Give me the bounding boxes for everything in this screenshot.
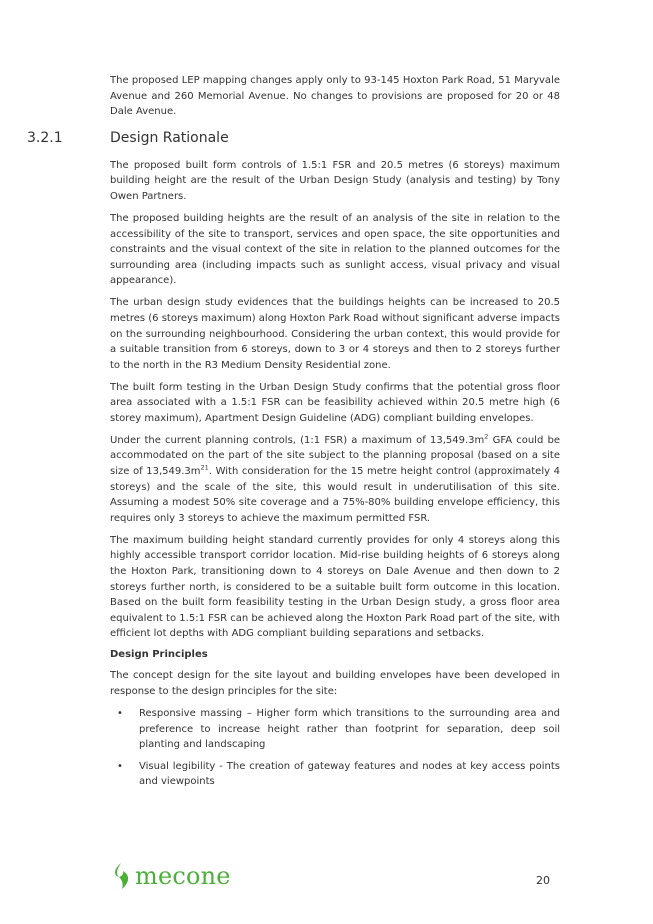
paragraph: The built form testing in the Urban Design Study confirms that the potential gross floor area associated with a 1.5:1 FSR can be feasibility achieved within 20.5 metre high (6 storey maximum), Apartment Design Guideline (ADG) compliant building envelopes. <box>110 381 560 424</box>
bullet-icon: • <box>117 760 123 772</box>
list-item-text: Visual legibility - The creation of gateway features and nodes at key access points and viewpoints <box>139 760 560 788</box>
paragraph: The proposed built form controls of 1.5:1 FSR and 20.5 metres (6 storeys) maximum building height are the result of the Urban Design Study (analysis and testing) by Tony Owen Partners. <box>110 159 560 202</box>
paragraph: The proposed building heights are the result of an analysis of the site in relation to the accessibility of the site to transport, services and open space, the site opportunities and constraints and the visual context of the site in relation to the planned outcomes for the surrounding area (including impacts such as sunlight access, visual privacy and visual appearance). <box>110 212 560 287</box>
bullet-icon: • <box>117 707 123 719</box>
paragraph: The urban design study evidences that the buildings heights can be increased to 20.5 metres (6 storeys maximum) along Hoxton Park Road without significant adverse impacts on the surrounding neighbourhood. Considering the urban context, this would provide for a suitable transition from 6 storeys, down to 3 or 4 storeys and then to 2 storeys further to the north in the R3 Medium Density Residential zone. <box>110 297 560 371</box>
leaf-icon <box>111 862 131 890</box>
design-principles-intro: The concept design for the site layout and building envelopes have been developed in response to the design principles for the site: <box>110 670 560 697</box>
list-item-text: Responsive massing – Higher form which transitions to the surrounding area and preference to increase height rather than footprint for separation, deep soil planting and landscaping <box>139 707 560 751</box>
mecone-logo <box>111 862 231 890</box>
gfa-paragraph <box>110 433 560 527</box>
gfa-text: GFA could be accommodated on the part of the site subject to the planning proposal (based on a site size of 13,549.3m <box>110 434 560 478</box>
gfa-text: Under the current planning controls, (1:1 FSR) a maximum of 13,549.3m <box>110 434 485 446</box>
list-item <box>110 759 560 790</box>
page-number: 20 <box>536 874 550 887</box>
design-principles-heading: Design Principles <box>110 649 208 661</box>
superscript: 2 <box>200 463 205 472</box>
footnote-ref[interactable]: 1 <box>204 463 209 472</box>
design-principles-list <box>110 706 560 790</box>
intro-paragraph: The proposed LEP mapping changes apply only to 93-145 Hoxton Park Road, 51 Maryvale Avenue and 260 Memorial Avenue. No changes to provisions are proposed for 20 or 48 Dale Avenue. <box>110 75 560 118</box>
section-title: Design Rationale <box>110 129 229 146</box>
section-number: 3.2.1 <box>27 129 63 146</box>
gfa-text: . With consideration for the 15 metre height control (approximately 4 storeys) and the scale of the site, this would result in underutilisation of this site. Assuming a modest 50% site coverage and a 75%-80% building envelope efficiency, this requires only 3 storeys to achieve the maximum permitted FSR. <box>110 466 560 524</box>
page-body <box>27 73 560 796</box>
list-item <box>110 706 560 753</box>
height-paragraph: The maximum building height standard currently provides for only 4 storeys along this highly accessible transport corridor location. Mid-rise building heights of 6 storeys along the Hoxton Park, transitioning down to 4 storeys on Dale Avenue and then down to 2 storeys further north, is considered to be a suitable built form outcome in this location. Based on the built form feasibility testing in the Urban Design study, a gross floor area equivalent to 1.5:1 FSR can be achieved along the Hoxton Park Road part of the site, with efficient lot depths with ADG compliant building separations and setbacks. <box>110 534 560 640</box>
section-heading <box>27 129 560 154</box>
logo-wordmark: mecone <box>135 862 231 890</box>
superscript: 2 <box>484 432 489 441</box>
